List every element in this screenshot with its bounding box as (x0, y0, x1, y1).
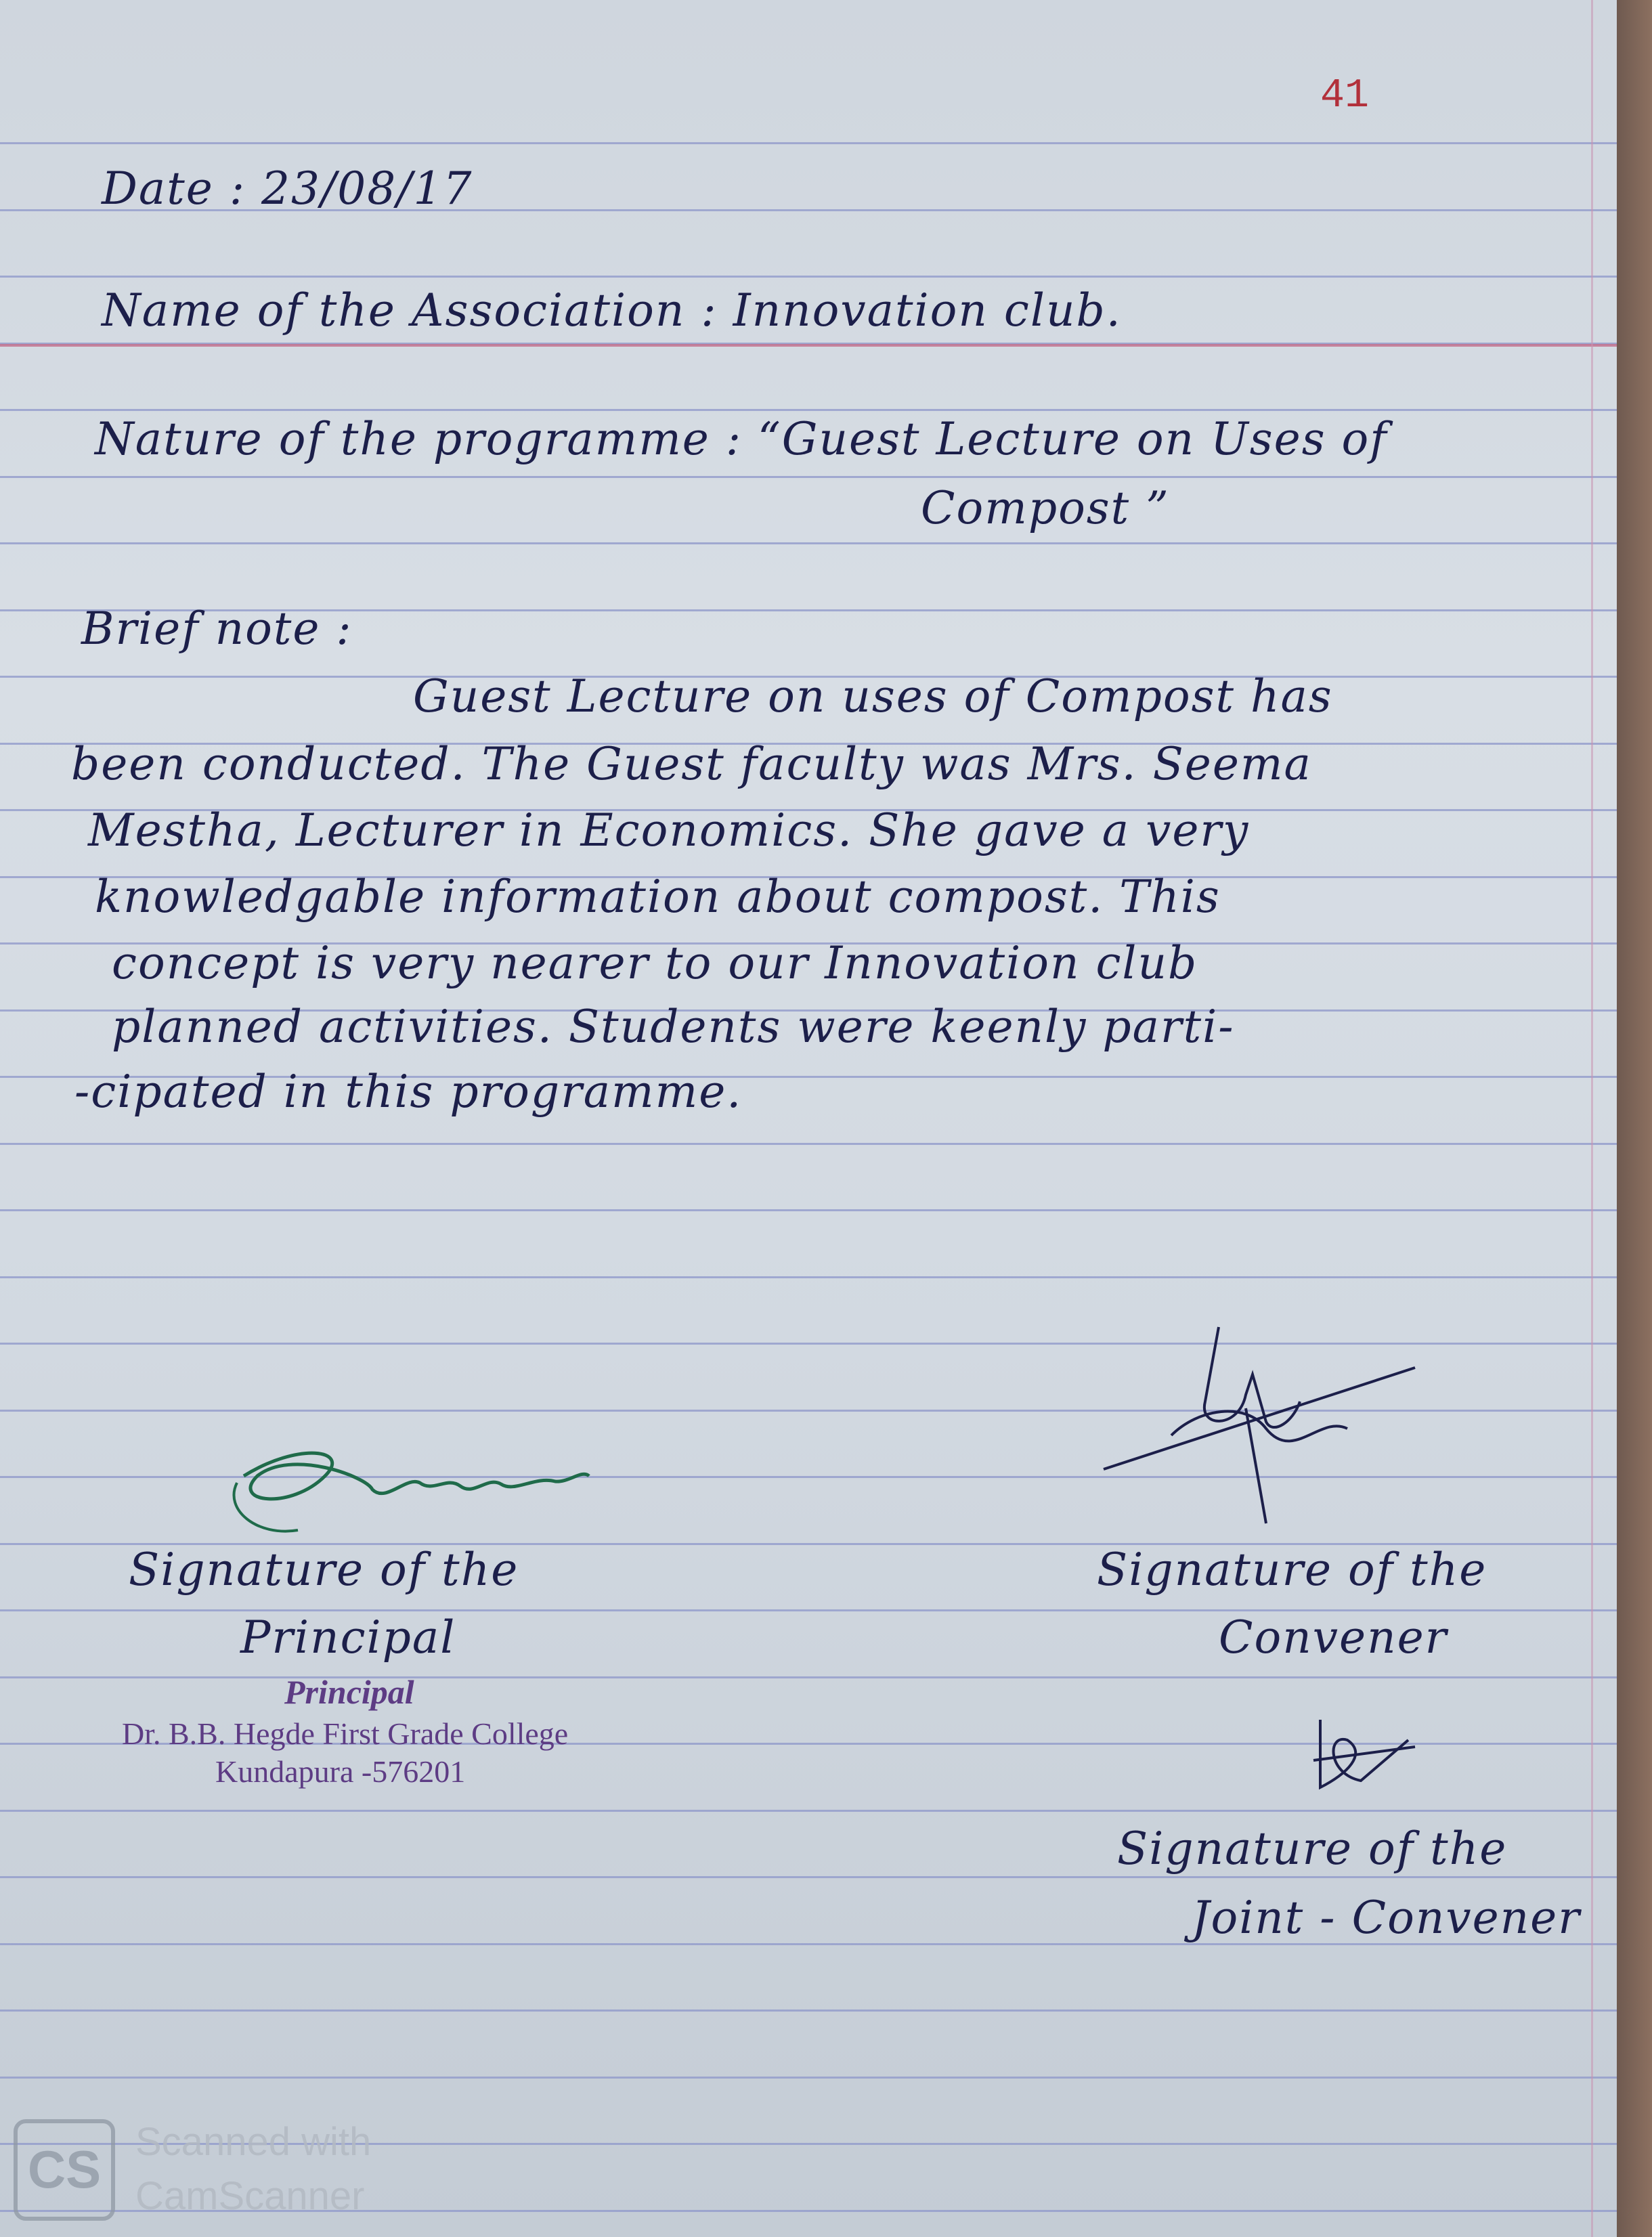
top-margin-line (0, 344, 1617, 347)
brief-note-line: Mestha, Lecturer in Economics. She gave a very (88, 804, 1250, 856)
ruled-line (0, 409, 1617, 411)
association-line (102, 284, 1122, 336)
programme-label: Nature of the programme : (95, 413, 743, 465)
scanner-watermark-line2: CamScanner (135, 2174, 365, 2218)
brief-note-line: -cipated in this programme. (74, 1066, 743, 1118)
brief-note-line: planned activities. Students were keenly parti- (112, 1001, 1235, 1053)
association-label: Name of the Association : (102, 284, 718, 336)
brief-note-line: concept is very nearer to our Innovation club (112, 937, 1198, 989)
date-value: 23/08/17 (261, 162, 473, 215)
programme-line (95, 413, 1388, 465)
date-label: Date : (102, 162, 246, 215)
principal-signature (217, 1429, 596, 1550)
camscanner-logo: CS (14, 2119, 115, 2221)
association-value: Innovation club. (733, 284, 1122, 336)
ruled-line (0, 1209, 1617, 1211)
joint-convener-caption-line1: Signature of the (1117, 1823, 1508, 1875)
right-margin-line (1591, 0, 1593, 2237)
ruled-line (0, 2010, 1617, 2012)
brief-note-line: been conducted. The Guest faculty was Mrs. Seema (71, 738, 1312, 790)
date-line (102, 162, 473, 215)
programme-value-line2: Compost ” (921, 482, 1170, 534)
programme-value-line1: “Guest Lecture on Uses of (758, 413, 1388, 465)
ruled-line (0, 2077, 1617, 2079)
ruled-line (0, 476, 1617, 478)
convener-signature (1090, 1320, 1429, 1537)
ruled-line (0, 542, 1617, 544)
joint-convener-caption-line2: Joint - Convener (1192, 1892, 1581, 1944)
brief-note-line: Guest Lecture on uses of Compost has (413, 670, 1333, 722)
stamp-college: Dr. B.B. Hegde First Grade College (122, 1716, 569, 1751)
stamp-title: Principal (284, 1673, 414, 1711)
ruled-line (0, 276, 1617, 278)
brief-note-heading: Brief note : (81, 603, 353, 655)
principal-caption-line1: Signature of the (129, 1544, 519, 1596)
convener-caption-line1: Signature of the (1097, 1544, 1487, 1596)
ruled-line (0, 1810, 1617, 1812)
ruled-line (0, 142, 1617, 144)
principal-caption-line2: Principal (240, 1611, 456, 1664)
brief-note-line: knowledgable information about compost. This (95, 871, 1221, 923)
stamp-place: Kundapura -576201 (215, 1754, 466, 1789)
ruled-line (0, 1276, 1617, 1278)
scanner-watermark-line1: Scanned with (135, 2120, 372, 2164)
ruled-line (0, 1876, 1617, 1878)
notebook-edge (1617, 0, 1652, 2237)
ruled-line (0, 1143, 1617, 1145)
convener-caption-line2: Convener (1219, 1611, 1448, 1664)
ruled-line (0, 1676, 1617, 1678)
page-number: 41 (1320, 73, 1370, 119)
joint-convener-signature (1307, 1713, 1422, 1794)
